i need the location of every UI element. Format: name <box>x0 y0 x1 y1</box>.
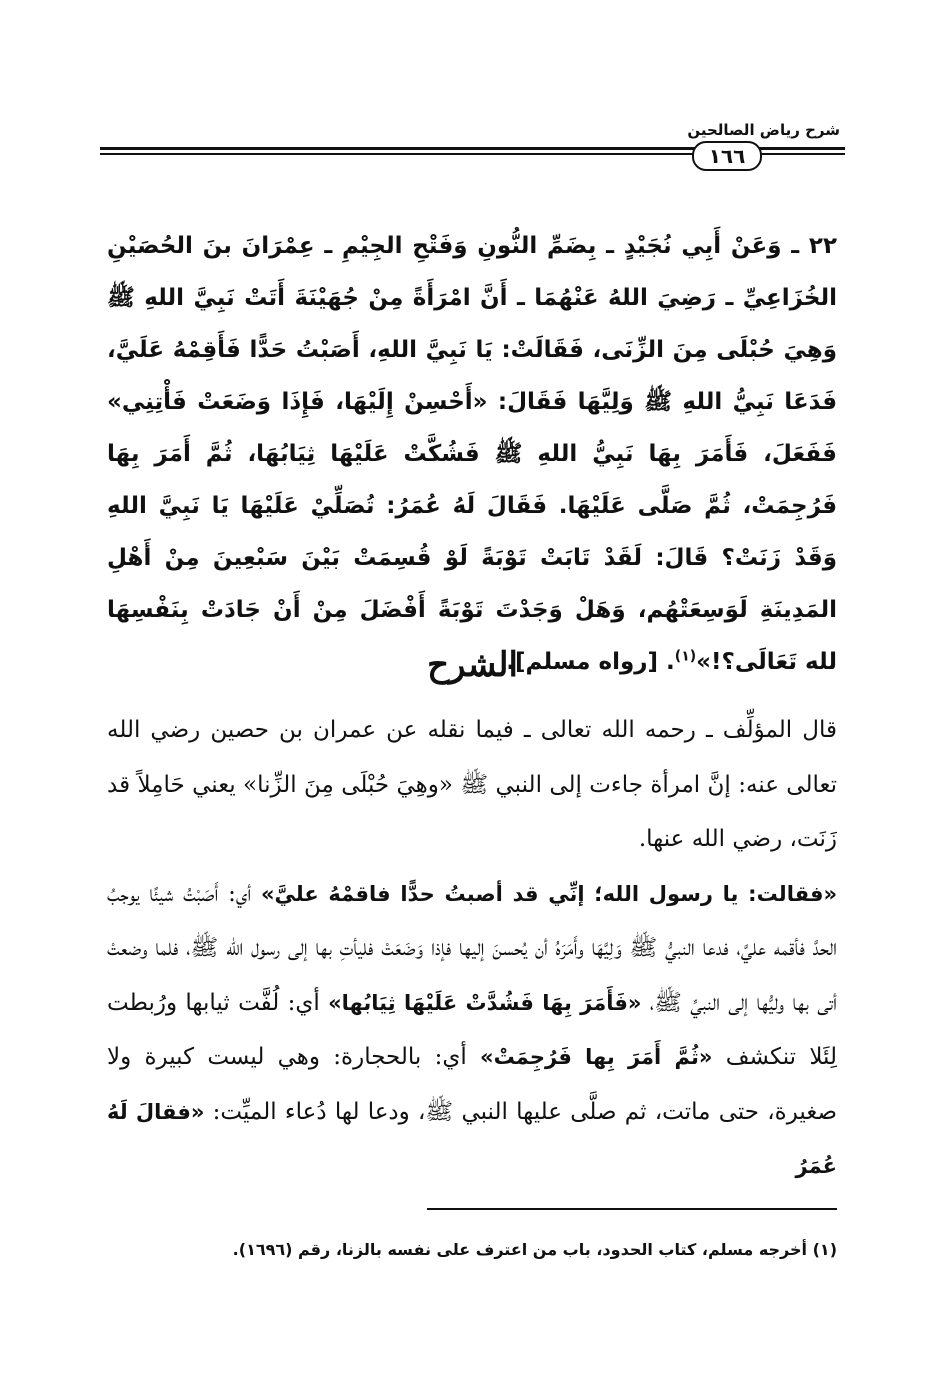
commentary <box>107 703 837 1194</box>
footnote-number: (١) <box>812 1240 837 1259</box>
section-heading: الشرح <box>427 645 518 685</box>
hadith-source: . [رواه مسلم]. <box>506 649 675 675</box>
hadith-text <box>107 220 837 688</box>
footnote-marker: (١) <box>674 648 697 665</box>
footnote-rule <box>427 1208 837 1210</box>
quote-2: «فَأَمَرَ بِهَا فَشُدَّتْ عَلَيْهَا ثِيَابُها» <box>328 990 642 1015</box>
commentary-text-b: أي: لُفَّت ثيابها ورُبطت لِئَلا تنكشف <box>107 989 838 1070</box>
running-title: شرح رياض الصالحين <box>687 121 840 139</box>
quote-4: «فقالَ لَهُ عُمَرُ <box>107 1099 837 1178</box>
footnote-text: أخرجه مسلم، كتاب الحدود، باب من اعترف على نفسه بالزنا، رقم (١٦٩٦). <box>232 1240 808 1259</box>
commentary-paragraph-1: قال المؤلِّف ـ رحمه الله تعالى ـ فيما نقله عن عمران بن حصين رضي الله تعالى عنه: إنَّ امرأة جاءت إلى النبي ﷺ «وهِيَ حُبْلَى مِنَ الزِّنا» يعني حَامِلاً قد زَنَت، رضي الله عنها. <box>107 717 837 852</box>
commentary-text-c: أي: بالحجارة: وهي ليست كبيرة ولا صغيرة، حتى ماتت، ثم صلَّى عليها النبي ﷺ، ودعا لها دُعاء الميِّت: <box>107 1044 837 1125</box>
commentary-text-a: أي: أَصَبْتُ شيئًا يوجبُ الحدَّ فأقمه عليَّ، فدعا النبيُّ ﷺ وَلِيَّهَا وأَمَرَهُ أن يُحسنَ إليها فإذا وَضَعَتْ فليأتِ بها إلى رسول الله ﷺ، فلما وضعتْ أتى بها وليُّها إلى النبيِّ ﷺ، <box>107 880 837 1016</box>
hadith-body: ٢٢ ـ وَعَنْ أَبِي نُجَيْدٍ ـ بِضَمِّ النُّونِ وَفَتْحِ الجِيْمِ ـ عِمْرَانَ بنَ الحُصَيْنِ الخُزَاعِيِّ ـ رَضِيَ اللهُ عَنْهُمَا ـ أَنَّ امْرَأَةً مِنْ جُهَيْنَةَ أَتَتْ نَبِيَّ اللهِ ﷺ وَهِيَ حُبْلَى مِنَ الزِّنَى، فَقَالَتْ: يَا نَبِيَّ اللهِ، أَصَبْتُ حَدًّا فَأَقِمْهُ عَلَيَّ، فَدَعَا نَبِيُّ اللهِ ﷺ وَلِيَّهَا فَقَالَ: «أَحْسِنْ إِلَيْهَا، فَإِذَا وَضَعَتْ فَأْتِنِي» فَفَعَلَ، فَأَمَرَ بِهَا نَبِيُّ اللهِ ﷺ فَشُكَّتْ عَلَيْهَا ثِيَابُهَا، ثُمَّ أَمَرَ بِهَا فَرُجِمَتْ، ثُمَّ صَلَّى عَلَيْهَا. فَقَالَ لَهُ عُمَرُ: تُصَلِّيْ عَلَيْهَا يَا نَبِيَّ اللهِ وَقَدْ زَنَتْ؟ قَالَ: لَقَدْ تَابَتْ تَوْبَةً لَوْ قُسِمَتْ بَيْنَ سَبْعِينَ مِنْ أَهْلِ المَدِينَةِ لَوَسِعَتْهُم، وَهَلْ وَجَدْتَ تَوْبَةً أَفْضَلَ مِنْ أَنْ جَادَتْ بِنَفْسِهَا لله تَعَالَى؟!» <box>107 233 837 675</box>
footnote <box>107 1238 837 1262</box>
page-number: ١٦٦ <box>692 141 762 171</box>
commentary-paragraph-2 <box>107 867 837 1194</box>
quote-3: «ثُمَّ أَمَرَ بِها فَرُجِمَتْ» <box>480 1045 713 1069</box>
quote-1: «فقالت: يا رسول الله؛ إنِّي قد أصبتُ حدًّا فاقمْهُ عليَّ» <box>260 881 838 906</box>
